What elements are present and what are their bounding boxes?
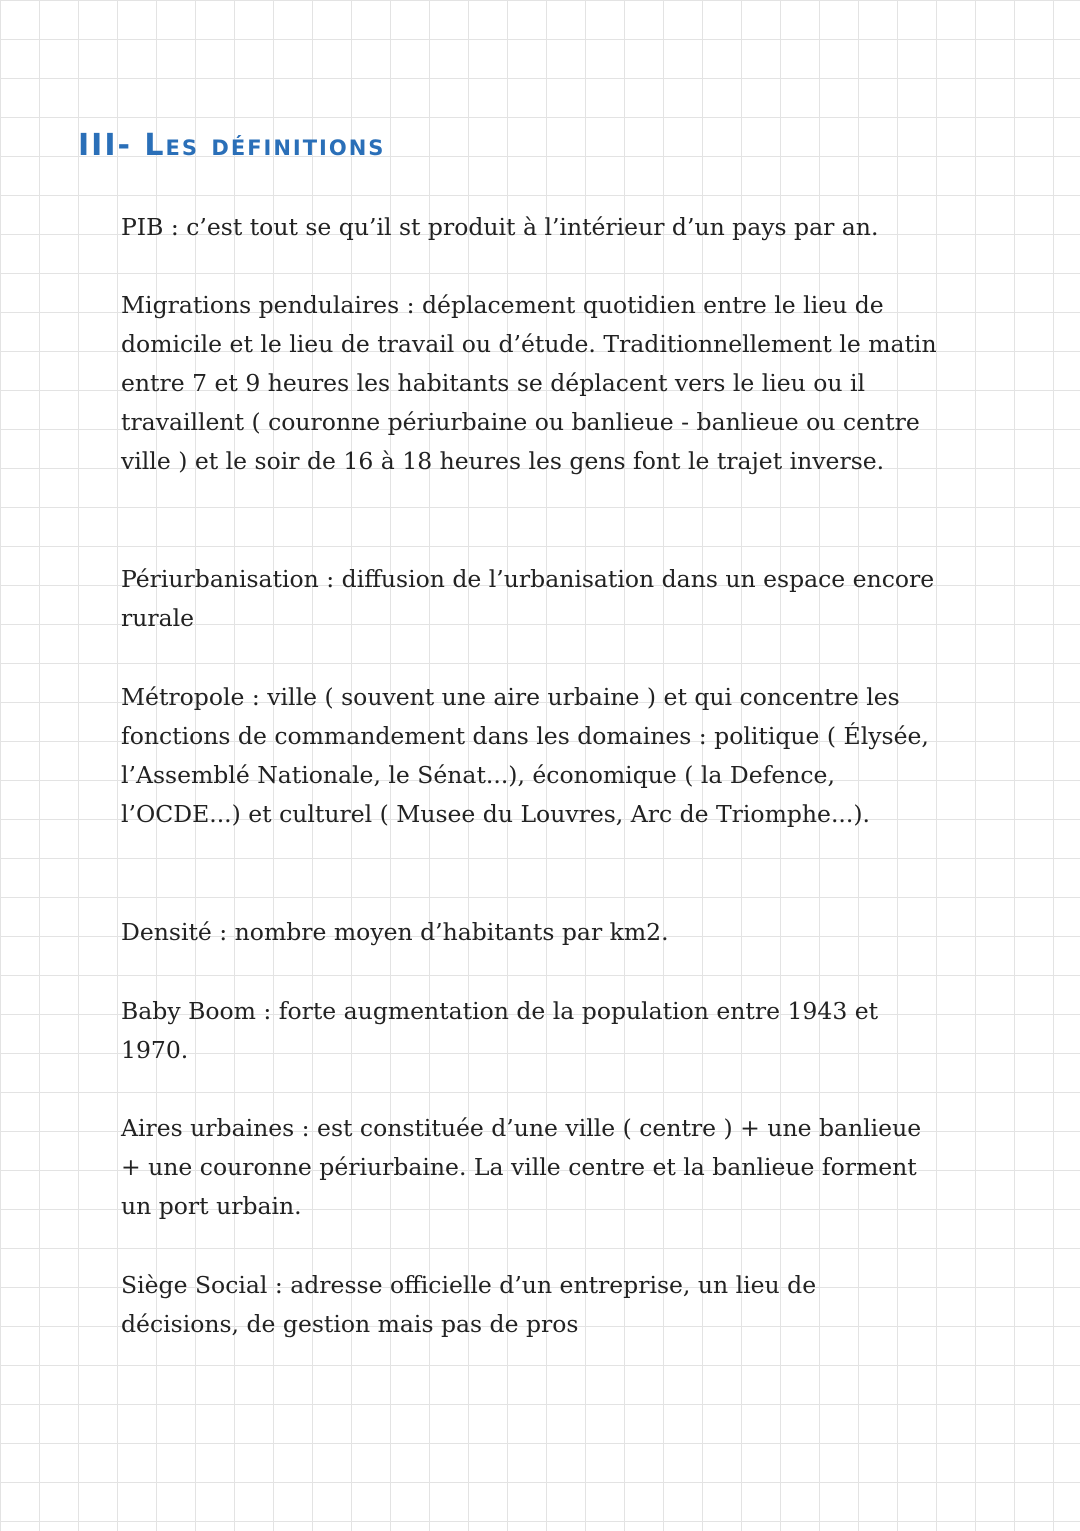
- definition-pib: PIB : c’est tout se qu’il st produit à l’intérieur d’un pays par an.: [121, 213, 879, 241]
- definition-siege-social: Siège Social : adresse officielle d’un entreprise, un lieu de décisions, de gestion mais pas de pros: [121, 1271, 817, 1338]
- definition-migrations-pendulaires: Migrations pendulaires : déplacement quotidien entre le lieu de domicile et le lieu de travail ou d’étude. Traditionnellement le matin entre 7 et 9 heures les habitants se déplacent vers le lieu ou il travaillent ( couronne périurbaine ou banlieue - banlieue ou centre ville ) et le soir de 16 à 18 heures les gens font le trajet inverse.: [121, 291, 937, 475]
- definition-periurbanisation: Périurbanisation : diffusion de l’urbanisation dans un espace encore rurale: [121, 565, 935, 632]
- section-title: III- Les définitions: [78, 128, 386, 163]
- definition-aires-urbaines: Aires urbaines : est constituée d’une ville ( centre ) + une banlieue + une couronne périurbaine. La ville centre et la banlieue forment un port urbain.: [121, 1114, 922, 1220]
- definition-baby-boom: Baby Boom : forte augmentation de la population entre 1943 et 1970.: [121, 997, 879, 1064]
- definition-densite: Densité : nombre moyen d’habitants par km2.: [121, 918, 669, 946]
- definition-metropole: Métropole : ville ( souvent une aire urbaine ) et qui concentre les fonctions de commandement dans les domaines : politique ( Élysée, l’Assemblé Nationale, le Sénat...), économique ( la Defence, l’OCDE...) et culturel ( Musee du Louvres, Arc de Triomphe...).: [121, 683, 929, 828]
